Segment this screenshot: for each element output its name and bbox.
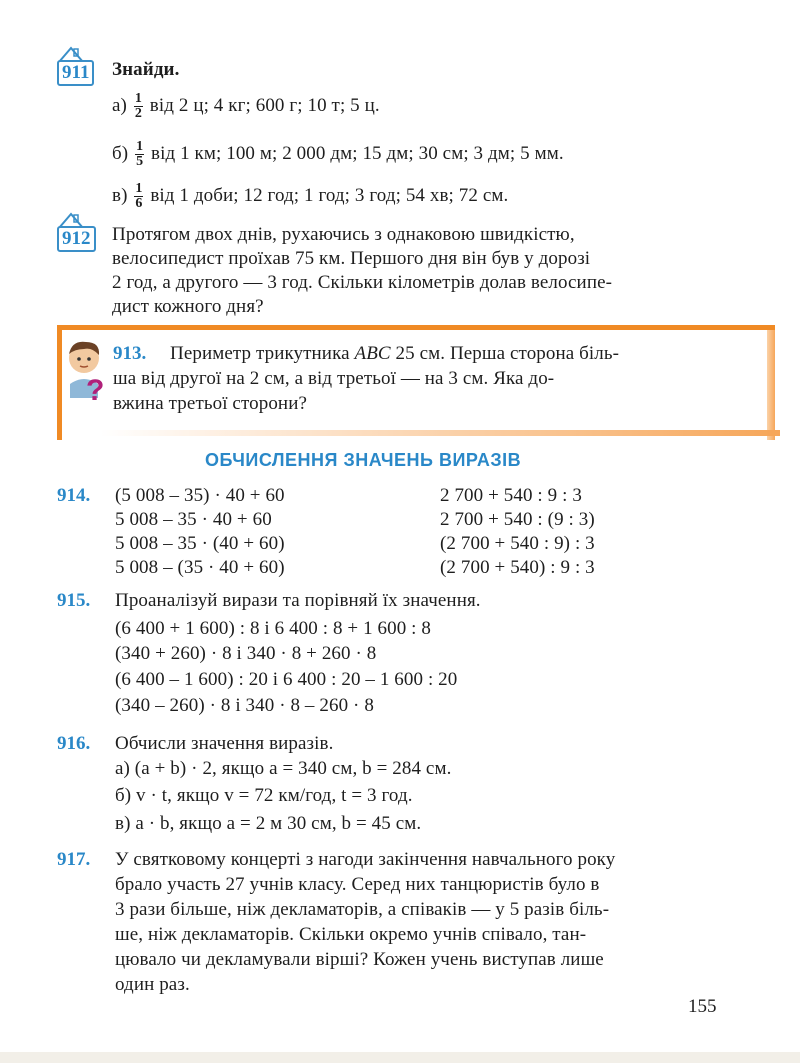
problem-917-line-4: ше, ніж декламаторів. Скільки окремо учнів співало, тан-: [115, 924, 587, 945]
problem-913-line-2: ша від другої на 2 см, а від третьої — на 3 см. Яка до-: [113, 368, 555, 389]
problem-917-line-1: У святковому концерті з нагоди закінчення навчального року: [115, 849, 616, 870]
page-number: 155: [688, 996, 717, 1017]
problem-917-line-3: 3 рази більше, ніж декламаторів, а співаків — у 5 разів біль-: [115, 899, 610, 920]
page-bottom-edge: [0, 1052, 800, 1063]
problem-914-right-3: (2 700 + 540 : 9) : 3: [440, 533, 595, 554]
problem-914-left-1: (5 008 – 35) · 40 + 60: [115, 485, 285, 506]
problem-911-a: а) $\frac{1}{2}$ від 2 ц; 4 кг; 600 г; 10 т; 5 ц.: [112, 91, 380, 121]
problem-912-line-2: велосипедист проїхав 75 км. Першого дня він був у дорозі: [112, 248, 591, 269]
problem-916-a: а) (a + b) · 2, якщо a = 340 см, b = 284 см.: [115, 758, 452, 779]
thinking-boy-icon: [62, 338, 110, 402]
problem-917-number: 917.: [57, 849, 91, 870]
problem-914-left-3: 5 008 – 35 · (40 + 60): [115, 533, 285, 554]
problem-914-number: 914.: [57, 485, 91, 506]
problem-914-right-4: (2 700 + 540) : 9 : 3: [440, 557, 595, 578]
problem-915-line-1: (6 400 + 1 600) : 8 і 6 400 : 8 + 1 600 : 8: [115, 618, 431, 639]
problem-915-line-2: (340 + 260) · 8 і 340 · 8 + 260 · 8: [115, 643, 377, 664]
problem-917-line-6: один раз.: [115, 974, 190, 995]
problem-915-number: 915.: [57, 590, 91, 611]
problem-916-c: в) a · b, якщо a = 2 м 30 см, b = 45 см.: [115, 813, 422, 834]
problem-915-line-4: (340 – 260) · 8 і 340 · 8 – 260 · 8: [115, 695, 374, 716]
problem-911-b: б) $\frac{1}{5}$ від 1 км; 100 м; 2 000 дм; 15 дм; 30 см; 3 дм; 5 мм.: [112, 139, 564, 169]
problem-913-frame-bottom: [100, 430, 780, 436]
problem-917-line-2: брало участь 27 учнів класу. Серед них танцюристів було в: [115, 874, 600, 895]
problem-912-line-4: дист кожного дня?: [112, 296, 264, 317]
svg-text:?: ?: [86, 374, 105, 402]
problem-913-number: 913.: [113, 343, 147, 364]
fraction-1-6: $\frac{1}{6}$: [135, 181, 143, 211]
problem-911-number: 911: [57, 60, 94, 86]
problem-913-line-3: вжина третьої сторони?: [113, 393, 307, 414]
fraction-1-2: $\frac{1}{2}$: [134, 91, 142, 121]
problem-912-number: 912: [57, 226, 96, 252]
problem-913-line-1: Периметр трикутника ABC 25 см. Перша сторона біль-: [170, 343, 620, 364]
problem-914-left-2: 5 008 – 35 · 40 + 60: [115, 509, 272, 530]
problem-915-line-3: (6 400 – 1 600) : 20 і 6 400 : 20 – 1 600 : 20: [115, 669, 458, 690]
problem-916-b: б) v · t, якщо v = 72 км/год, t = 3 год.: [115, 785, 413, 806]
problem-914-left-4: 5 008 – (35 · 40 + 60): [115, 557, 285, 578]
problem-917-line-5: цювало чи декламували вірші? Кожен учень виступав лише: [115, 949, 604, 970]
problem-916-title: Обчисли значення виразів.: [115, 733, 334, 754]
problem-914-right-1: 2 700 + 540 : 9 : 3: [440, 485, 582, 506]
problem-914-right-2: 2 700 + 540 : (9 : 3): [440, 509, 595, 530]
problem-912-line-1: Протягом двох днів, рухаючись з однаковою швидкістю,: [112, 224, 575, 245]
problem-911-c: в) $\frac{1}{6}$ від 1 доби; 12 год; 1 год; 3 год; 54 хв; 72 см.: [112, 181, 509, 211]
problem-911-title: Знайди.: [112, 59, 180, 80]
section-heading: ОБЧИСЛЕННЯ ЗНАЧЕНЬ ВИРАЗІВ: [205, 450, 522, 470]
problem-915-title: Проаналізуй вирази та порівняй їх значення.: [115, 590, 481, 611]
problem-912-line-3: 2 год, а другого — 3 год. Скільки кілометрів долав велосипе-: [112, 272, 613, 293]
problem-916-number: 916.: [57, 733, 91, 754]
fraction-1-5: $\frac{1}{5}$: [136, 139, 144, 169]
